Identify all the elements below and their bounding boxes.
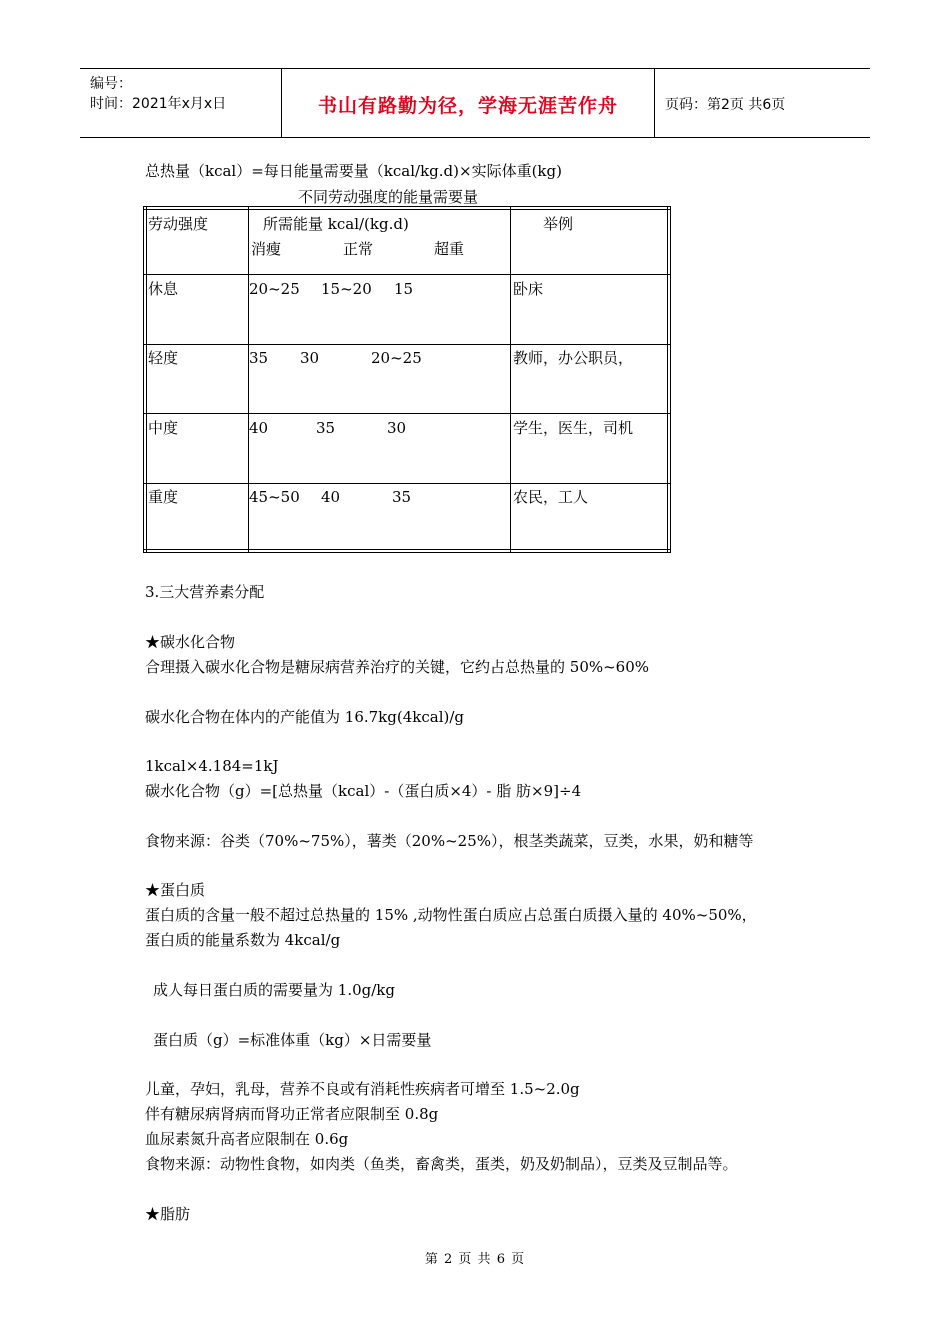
protein-formula: 蛋白质（g）=标准体重（kg）×日需要量 — [153, 1031, 432, 1049]
table-cell-level: 休息 — [148, 280, 179, 298]
code-label: 编号： — [90, 76, 132, 92]
motto-text: 书山有路勤为径，学海无涯苦作舟 — [317, 95, 618, 117]
paragraph: 食物来源：动物性食物，如肉类（鱼类，畜禽类，蛋类，奶及奶制品），豆类及豆制品等。 — [145, 1155, 738, 1173]
carb-heading: ★碳水化合物 — [145, 633, 236, 651]
table-cell-thin: 45~50 — [249, 488, 300, 506]
total-heat-formula: 总热量（kcal）=每日能量需要量（kcal/kg.d)×实际体重(kg) — [145, 162, 562, 180]
page-info: 页码：第2页 共6页 — [665, 97, 786, 113]
table-cell-level: 重度 — [148, 488, 179, 506]
protein-heading: ★蛋白质 — [145, 881, 206, 899]
table-cell-overweight: 20~25 — [371, 349, 422, 367]
table-cell-thin: 35 — [249, 349, 269, 367]
paragraph: 伴有糖尿病肾病而肾功正常者应限制至 0.8g — [145, 1105, 439, 1123]
table-head-thin: 消瘦 — [251, 240, 282, 258]
section-heading: 3.三大营养素分配 — [145, 583, 265, 601]
paragraph: 食物来源：谷类（70%~75%），薯类（20%~25%），根茎类蔬菜，豆类，水果，奶和糖等 — [145, 832, 754, 850]
table-cell-overweight: 35 — [392, 488, 412, 506]
table-head-energy: 所需能量 kcal/(kg.d) — [263, 215, 409, 233]
paragraph: 碳水化合物在体内的产能值为 16.7kg(4kcal)/g — [145, 708, 464, 726]
carb-formula: 碳水化合物（g）=[总热量（kcal）-（蛋白质×4）- 脂 肪×9]÷4 — [145, 782, 582, 800]
page-footer: 第 2 页 共 6 页 — [424, 1252, 526, 1267]
paragraph: 蛋白质的能量系数为 4kcal/g — [145, 931, 341, 949]
paragraph: 蛋白质的含量一般不超过总热量的 15% ,动物性蛋白质应占总蛋白质摄入量的 40%~50%， — [145, 906, 757, 924]
table-caption: 不同劳动强度的能量需要量 — [298, 188, 479, 206]
table-cell-example: 教师，办公职员， — [513, 349, 634, 367]
header-page-cell — [655, 69, 870, 137]
table-cell-normal: 15~20 — [321, 280, 372, 298]
time-label: 时间：2021年x月x日 — [90, 96, 227, 112]
paragraph: 成人每日蛋白质的需要量为 1.0g/kg — [153, 981, 395, 999]
table-cell-thin: 20~25 — [249, 280, 300, 298]
table-head-example: 举例 — [543, 215, 574, 233]
paragraph: 血尿素氮升高者应限制在 0.6g — [145, 1130, 349, 1148]
table-cell-normal: 30 — [300, 349, 320, 367]
header-motto-cell — [282, 69, 655, 137]
table-cell-thin: 40 — [249, 419, 269, 437]
table-head-level: 劳动强度 — [148, 215, 209, 233]
table-cell-level: 中度 — [148, 419, 179, 437]
paragraph: 儿童，孕妇，乳母，营养不良或有消耗性疾病者可增至 1.5~2.0g — [145, 1080, 580, 1098]
table-cell-overweight: 30 — [387, 419, 407, 437]
table-cell-example: 卧床 — [513, 280, 544, 298]
table-cell-example: 农民，工人 — [513, 488, 589, 506]
table-cell-normal: 35 — [316, 419, 336, 437]
table-cell-level: 轻度 — [148, 349, 179, 367]
header-meta-cell — [80, 69, 282, 137]
paragraph: 合理摄入碳水化合物是糖尿病营养治疗的关键，它约占总热量的 50%~60% — [145, 658, 650, 676]
table-head-normal: 正常 — [343, 240, 374, 258]
table-cell-normal: 40 — [321, 488, 341, 506]
fat-heading: ★脂肪 — [145, 1205, 191, 1223]
table-head-overweight: 超重 — [434, 240, 465, 258]
table-cell-example: 学生，医生，司机 — [513, 419, 634, 437]
table-cell-overweight: 15 — [394, 280, 414, 298]
page-header — [80, 68, 870, 138]
paragraph: 1kcal×4.184=1kJ — [145, 757, 279, 775]
energy-table — [143, 206, 671, 553]
